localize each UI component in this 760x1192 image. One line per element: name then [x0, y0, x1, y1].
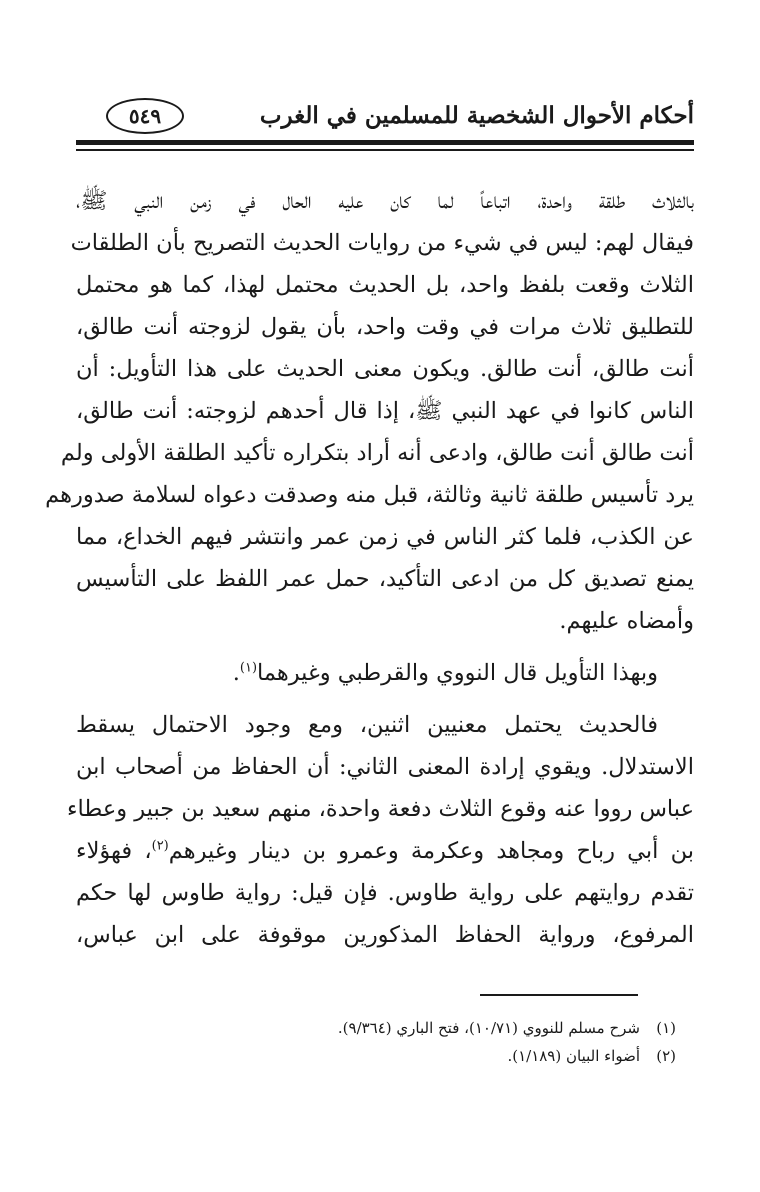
footnote-ref: (٢)	[151, 838, 169, 854]
text-line: أنت طالق، أنت طالق. ويكون معنى الحديث على هذا التأويل: أن	[76, 356, 694, 382]
paragraph-end: .	[232, 660, 240, 686]
footnote	[76, 1014, 676, 1042]
body-text	[45, 180, 694, 956]
footnote-separator	[480, 994, 638, 996]
text-line: الاستدلال. ويقوي إرادة المعنى الثاني: أن الحفاظ من أصحاب ابن	[76, 754, 694, 780]
paragraph-text: وبهذا التأويل قال النووي والقرطبي وغيرهما	[257, 660, 658, 686]
footnotes	[76, 1014, 676, 1070]
text-line: الثلاث وقعت بلفظ واحد، بل الحديث محتمل لهذا، كما هو محتمل	[76, 272, 694, 298]
text-line: فالحديث يحتمل معنيين اثنين، ومع وجود الاحتمال يسقط	[76, 712, 658, 738]
footnote-number: (١)	[656, 1019, 676, 1037]
text-line: عن الكذب، فلما كثر الناس في زمن عمر وانتشر فيهم الخداع، مما	[76, 524, 694, 550]
footnote-text: أضواء البيان (١/١٨٩).	[507, 1047, 640, 1065]
text-line: أنت طالق أنت طالق، وادعى أنه أراد بتكراره تأكيد الطلقة الأولى ولم	[60, 440, 694, 466]
text-line: بالثلاث طلقة واحدة، اتباعاً لما كان عليه الحال في زمن النبي ﷺ،	[76, 188, 694, 214]
text-line: تقدم روايتهم على رواية طاوس. فإن قيل: رواية طاوس لها حكم	[76, 880, 694, 906]
text-line: للتطليق ثلاث مرات في وقت واحد، بأن يقول لزوجته أنت طالق،	[76, 314, 694, 340]
text-line: الناس كانوا في عهد النبي ﷺ، إذا قال أحدهم لزوجته: أنت طالق،	[76, 398, 694, 424]
text-line: يرد تأسيس طلقة ثانية وثالثة، قبل منه وصدقت دعواه لسلامة صدورهم	[45, 482, 694, 508]
text-line	[76, 830, 694, 872]
line-text: بن أبي رباح ومجاهد وعكرمة وعمرو بن دينار وغيرهم	[168, 838, 694, 864]
running-title: أحكام الأحوال الشخصية للمسلمين في الغرب	[259, 102, 694, 129]
line-text: ، فهؤلاء	[76, 838, 152, 864]
text-line: وأمضاه عليهم.	[559, 608, 694, 634]
header-rule-thin	[76, 149, 694, 151]
text-line: المرفوع، ورواية الحفاظ المذكورين موقوفة على ابن عباس،	[76, 922, 694, 948]
page-number: ٥٤٩	[106, 98, 184, 134]
page-header	[76, 96, 694, 138]
text-line	[76, 652, 694, 694]
footnote-ref: (١)	[239, 660, 258, 676]
footnote	[76, 1042, 676, 1070]
header-rule-thick	[76, 140, 694, 145]
footnote-text: شرح مسلم للنووي (١٠/٧١)، فتح الباري (٩/٣٦٤).	[337, 1019, 640, 1037]
footnote-number: (٢)	[656, 1047, 676, 1065]
text-line: فيقال لهم: ليس في شيء من روايات الحديث التصريح بأن الطلقات	[70, 230, 694, 256]
text-line: يمنع تصديق كل من ادعى التأكيد، حمل عمر اللفظ على التأسيس	[76, 566, 694, 592]
text-line: عباس رووا عنه وقوع الثلاث دفعة واحدة، منهم سعيد بن جبير وعطاء	[66, 796, 694, 822]
